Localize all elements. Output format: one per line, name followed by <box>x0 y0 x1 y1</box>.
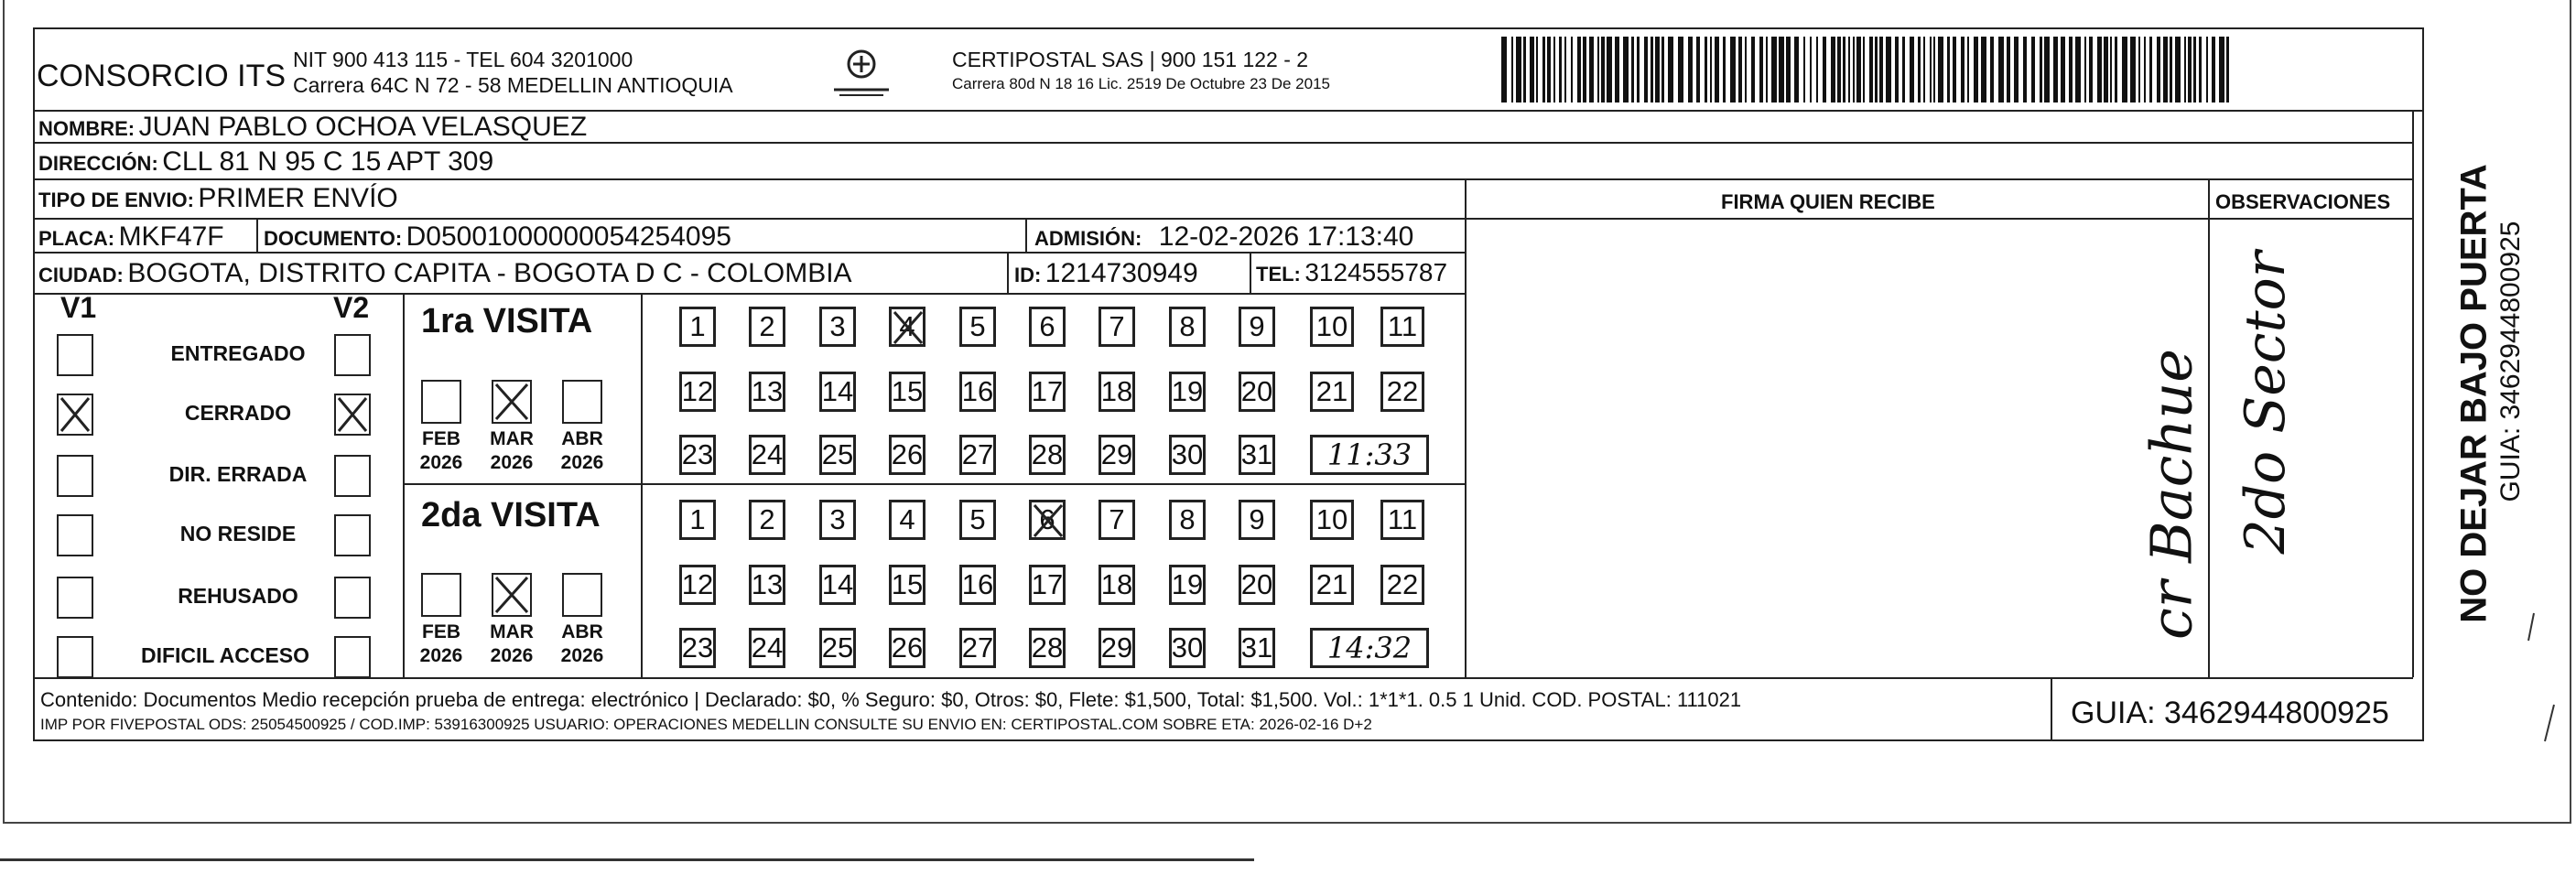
visit1-day-3[interactable]: 3 <box>819 307 856 347</box>
tipo-label: TIPO DE ENVIO: <box>38 189 194 211</box>
footer-guia: GUIA: 3462944800925 <box>2071 696 2389 730</box>
documento-value: D05001000000054254095 <box>406 221 731 252</box>
visit2-day-19[interactable]: 19 <box>1169 565 1206 605</box>
v2-checkbox-no-reside[interactable] <box>334 514 371 556</box>
v1-checkbox-dificil-acceso[interactable] <box>57 636 93 678</box>
visit2-day-25[interactable]: 25 <box>819 628 856 668</box>
visit2-day-20[interactable]: 20 <box>1239 565 1275 605</box>
visit2-month-feb-checkbox[interactable] <box>421 573 461 617</box>
x-mark-icon <box>892 309 925 346</box>
visit2-month-feb-label: FEB 2026 <box>419 621 463 666</box>
barcode <box>1501 37 2234 103</box>
v1-checkbox-entregado[interactable] <box>57 334 93 376</box>
visit2-day-1[interactable]: 1 <box>679 500 716 540</box>
visit2-day-30[interactable]: 30 <box>1169 628 1206 668</box>
visit1-day-16[interactable]: 16 <box>959 372 996 412</box>
v1-checkbox-cerrado[interactable] <box>57 394 93 436</box>
visit1-month-feb-label: FEB 2026 <box>419 428 463 473</box>
v1-checkbox-rehusado[interactable] <box>57 577 93 619</box>
visit1-time[interactable]: 11:33 <box>1310 435 1429 475</box>
v1-checkbox-no-reside[interactable] <box>57 514 93 556</box>
bottom-cut-line <box>0 858 1254 861</box>
company-nit: NIT 900 413 115 - TEL 604 3201000 <box>293 48 633 71</box>
visit2-day-21[interactable]: 21 <box>1310 565 1354 605</box>
certipostal-logo <box>828 44 894 101</box>
visit1-day-23[interactable]: 23 <box>679 435 716 475</box>
nombre-row <box>38 112 587 143</box>
admision-row <box>1034 221 1413 253</box>
nombre-value: JUAN PABLO OCHOA VELASQUEZ <box>138 112 588 142</box>
nombre-label: NOMBRE: <box>38 117 135 140</box>
id-label: ID: <box>1014 264 1042 286</box>
placa-value: MKF47F <box>118 221 224 252</box>
x-mark-icon <box>336 395 369 434</box>
visit1-month-feb-checkbox[interactable] <box>421 380 461 424</box>
visit1-day-26[interactable]: 26 <box>889 435 925 475</box>
visit1-day-10[interactable]: 10 <box>1310 307 1354 347</box>
visit1-day-19[interactable]: 19 <box>1169 372 1206 412</box>
v2-checkbox-rehusado[interactable] <box>334 577 371 619</box>
status-label-no-reside: NO RESIDE <box>179 522 297 545</box>
direccion-row <box>38 146 493 178</box>
visit1-day-31[interactable]: 31 <box>1239 435 1275 475</box>
visit1-title: 1ra VISITA <box>421 302 593 340</box>
status-label-entregado: ENTREGADO <box>170 341 306 365</box>
placa-row <box>38 221 224 253</box>
visit1-day-30[interactable]: 30 <box>1169 435 1206 475</box>
visit2-day-27[interactable]: 27 <box>959 628 996 668</box>
visit1-day-6[interactable]: 6 <box>1029 307 1066 347</box>
visit2-month-mar-checkbox[interactable] <box>492 573 532 617</box>
visit2-month-abr-checkbox[interactable] <box>562 573 602 617</box>
visit2-day-22[interactable]: 22 <box>1380 565 1424 605</box>
ciudad-label: CIUDAD: <box>38 264 124 286</box>
visit1-day-7[interactable]: 7 <box>1099 307 1135 347</box>
visit2-day-10[interactable]: 10 <box>1310 500 1354 540</box>
visit2-day-2[interactable]: 2 <box>749 500 785 540</box>
visit2-day-11[interactable]: 11 <box>1380 500 1424 540</box>
visit2-day-6[interactable]: 6 <box>1029 500 1066 540</box>
visit2-month-mar-label: MAR 2026 <box>490 621 534 666</box>
side-warning: NO DEJAR BAJO PUERTA <box>2453 164 2495 623</box>
visit2-day-12[interactable]: 12 <box>679 565 716 605</box>
ciudad-row <box>38 258 852 289</box>
certipostal-name: CERTIPOSTAL SAS | 900 151 122 - 2 <box>952 48 1309 71</box>
visit1-day-14[interactable]: 14 <box>819 372 856 412</box>
status-label-rehusado: REHUSADO <box>178 584 298 608</box>
visit1-day-5[interactable]: 5 <box>959 307 996 347</box>
visit1-month-abr-label: ABR 2026 <box>560 428 604 473</box>
footer-rule <box>33 677 2413 679</box>
visit2-day-18[interactable]: 18 <box>1099 565 1135 605</box>
visit1-day-2[interactable]: 2 <box>749 307 785 347</box>
visit2-day-17[interactable]: 17 <box>1029 565 1066 605</box>
v1-label: V1 <box>60 291 97 324</box>
admision-value: 12-02-2026 17:13:40 <box>1158 221 1414 252</box>
visit1-day-1[interactable]: 1 <box>679 307 716 347</box>
visit1-month-mar-label: MAR 2026 <box>490 428 534 473</box>
visit1-day-9[interactable]: 9 <box>1239 307 1275 347</box>
visit2-time[interactable]: 14:32 <box>1310 628 1429 668</box>
visit2-day-5[interactable]: 5 <box>959 500 996 540</box>
v2-label: V2 <box>333 291 370 324</box>
visit1-day-29[interactable]: 29 <box>1099 435 1135 475</box>
company-address: Carrera 64C N 72 - 58 MEDELLIN ANTIOQUIA <box>293 73 733 97</box>
placa-label: PLACA: <box>38 227 115 250</box>
visit1-day-22[interactable]: 22 <box>1380 372 1424 412</box>
visit2-day-14[interactable]: 14 <box>819 565 856 605</box>
visit1-day-13[interactable]: 13 <box>749 372 785 412</box>
visit1-day-25[interactable]: 25 <box>819 435 856 475</box>
observacion-line-2: 2do Sector <box>2234 251 2298 555</box>
visit1-day-15[interactable]: 15 <box>889 372 925 412</box>
visit2-month-abr-label: ABR 2026 <box>560 621 604 666</box>
side-guia: GUIA: 3462944800925 <box>2495 221 2526 502</box>
visit1-day-12[interactable]: 12 <box>679 372 716 412</box>
visit1-day-27[interactable]: 27 <box>959 435 996 475</box>
visit1-day-4[interactable]: 4 <box>889 307 925 347</box>
tel-value: 3124555787 <box>1304 258 1448 286</box>
visit2-day-7[interactable]: 7 <box>1099 500 1135 540</box>
visit2-day-8[interactable]: 8 <box>1169 500 1206 540</box>
visit2-day-3[interactable]: 3 <box>819 500 856 540</box>
visit1-day-20[interactable]: 20 <box>1239 372 1275 412</box>
company-name: CONSORCIO ITS <box>37 59 287 93</box>
ciudad-value: BOGOTA, DISTRITO CAPITA - BOGOTA D C - COLOMBIA <box>127 258 852 288</box>
documento-label: DOCUMENTO: <box>264 227 403 250</box>
visit2-day-24[interactable]: 24 <box>749 628 785 668</box>
firma-header: FIRMA QUIEN RECIBE <box>1721 190 1935 213</box>
status-label-dir-errada: DIR. ERRADA <box>168 462 308 486</box>
visit1-day-21[interactable]: 21 <box>1310 372 1354 412</box>
v2-checkbox-dificil-acceso[interactable] <box>334 636 371 678</box>
footer-imp: IMP POR FIVEPOSTAL ODS: 25054500925 / COD.IMP: 53916300925 USUARIO: OPERACIONES MEDELLIN CONSULTE SU ENVIO EN: CERTIPOSTAL.COM SOBRE ETA: 2026-02-16 D+2 <box>40 716 1372 733</box>
footer-contenido: Contenido: Documentos Medio recepción prueba de entrega: electrónico | Declarado: $0, % Seguro: $0, Otros: $0, Flete: $1,500, Total: $1,500. Vol.: 1*1*1. 0.5 1 Unid. COD. POSTAL: 111021 <box>40 688 1742 711</box>
visit1-day-18[interactable]: 18 <box>1099 372 1135 412</box>
id-row <box>1014 258 1198 289</box>
tel-label: TEL: <box>1256 263 1301 286</box>
visit1-month-abr-checkbox[interactable] <box>562 380 602 424</box>
visit2-title: 2da VISITA <box>421 496 601 534</box>
v2-checkbox-dir-errada[interactable] <box>334 455 371 497</box>
status-label-cerrado: CERRADO <box>184 401 292 425</box>
visit2-day-9[interactable]: 9 <box>1239 500 1275 540</box>
visit1-day-17[interactable]: 17 <box>1029 372 1066 412</box>
visit2-day-15[interactable]: 15 <box>889 565 925 605</box>
certipostal-license: Carrera 80d N 18 16 Lic. 2519 De Octubre 23 De 2015 <box>952 75 1330 92</box>
documento-row <box>264 221 731 253</box>
observaciones-header: OBSERVACIONES <box>2215 190 2391 213</box>
visit1-month-mar-checkbox[interactable] <box>492 380 532 424</box>
visit1-day-11[interactable]: 11 <box>1380 307 1424 347</box>
visit2-day-16[interactable]: 16 <box>959 565 996 605</box>
direccion-value: CLL 81 N 95 C 15 APT 309 <box>162 146 494 177</box>
visit2-day-23[interactable]: 23 <box>679 628 716 668</box>
v1-checkbox-dir-errada[interactable] <box>57 455 93 497</box>
visit2-day-26[interactable]: 26 <box>889 628 925 668</box>
visit2-day-28[interactable]: 28 <box>1029 628 1066 668</box>
visit1-day-28[interactable]: 28 <box>1029 435 1066 475</box>
id-value: 1214730949 <box>1044 258 1198 288</box>
x-mark-icon <box>59 395 92 434</box>
x-mark-icon <box>1032 502 1065 539</box>
tel-row <box>1256 258 1447 287</box>
status-label-dificil-acceso: DIFICIL ACCESO <box>140 643 309 667</box>
tipo-row <box>38 183 398 214</box>
observacion-line-1: cr Bachue <box>2138 349 2205 640</box>
v2-checkbox-entregado[interactable] <box>334 334 371 376</box>
visit1-day-8[interactable]: 8 <box>1169 307 1206 347</box>
admision-label: ADMISIÓN: <box>1034 227 1142 250</box>
visit2-day-29[interactable]: 29 <box>1099 628 1135 668</box>
visit2-day-31[interactable]: 31 <box>1239 628 1275 668</box>
visit1-day-24[interactable]: 24 <box>749 435 785 475</box>
direccion-label: DIRECCIÓN: <box>38 152 158 175</box>
v2-checkbox-cerrado[interactable] <box>334 394 371 436</box>
visit2-day-4[interactable]: 4 <box>889 500 925 540</box>
visit2-day-13[interactable]: 13 <box>749 565 785 605</box>
tipo-value: PRIMER ENVÍO <box>198 183 398 213</box>
x-mark-icon <box>493 575 530 615</box>
x-mark-icon <box>493 382 530 422</box>
